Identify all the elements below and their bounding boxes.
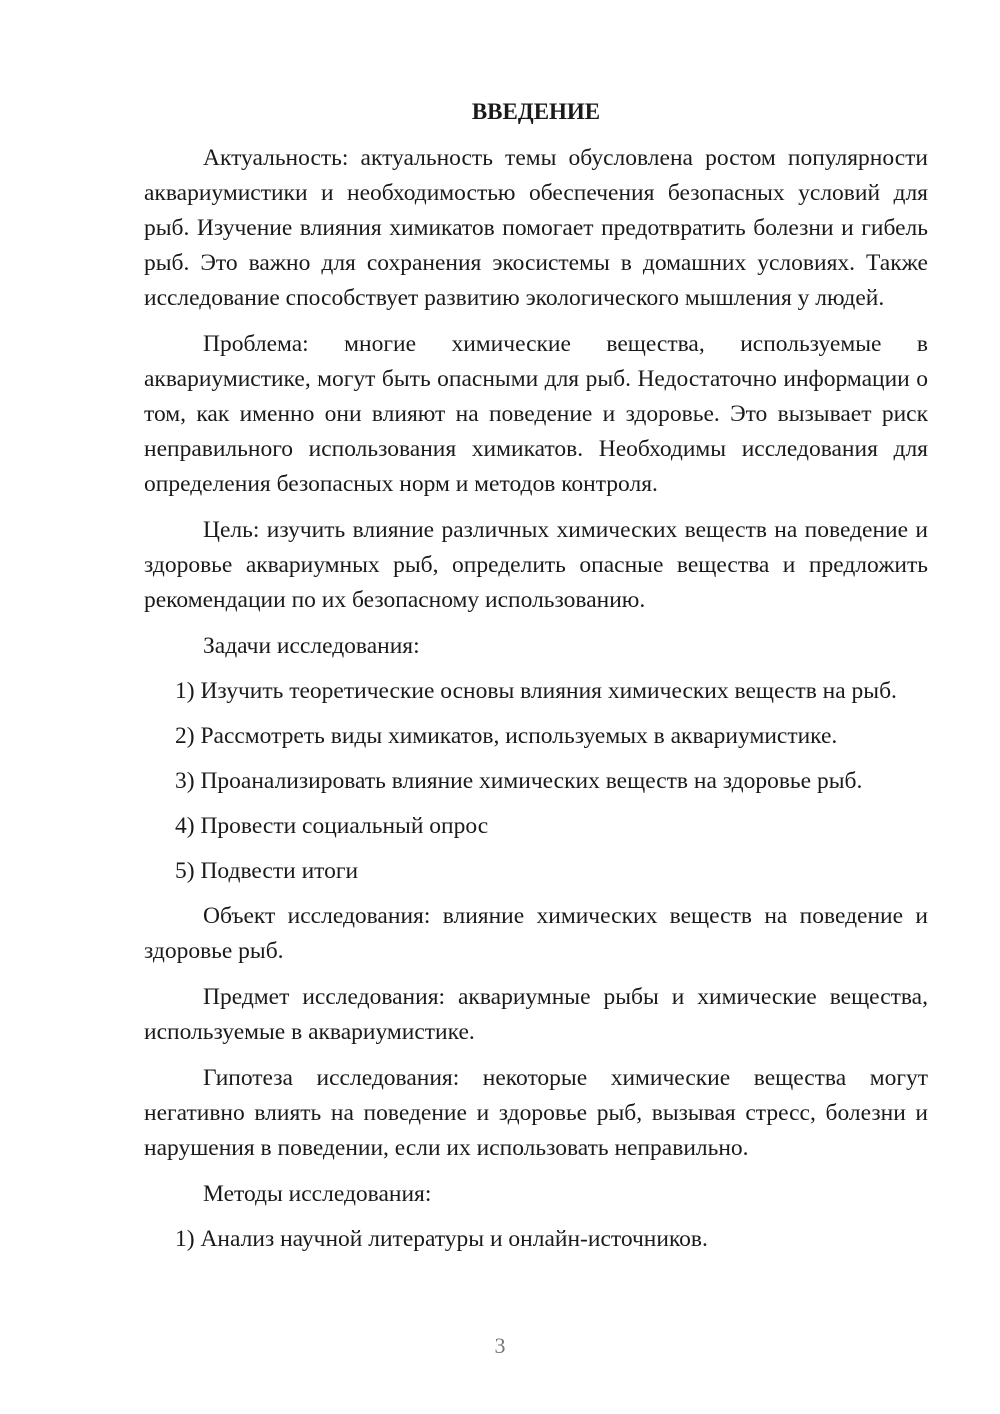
hypothesis-paragraph: Гипотеза исследования: некоторые химические вещества могут негативно влиять на поведение и здоровье рыб, вызывая стресс, болезни и нарушения в поведении, если их использовать неправильно. (144, 1065, 928, 1161)
page-content (144, 94, 928, 1267)
task-item: 1) Изучить теоретические основы влияния химических веществ на рыб. (175, 678, 897, 704)
tasks-list (144, 674, 928, 889)
page-number: 3 (494, 1333, 506, 1358)
methods-list (144, 1222, 928, 1257)
task-item: 3) Проанализировать влияние химических веществ на здоровье рыб. (175, 768, 863, 794)
task-item: 5) Подвести итоги (175, 858, 359, 884)
tasks-title: Задачи исследования: (203, 633, 420, 659)
task-item: 2) Рассмотреть виды химикатов, используемых в аквариумистике. (175, 723, 838, 749)
method-item: 1) Анализ научной литературы и онлайн-источников. (175, 1226, 708, 1252)
goal-paragraph: Цель: изучить влияние различных химических веществ на поведение и здоровье аквариумных рыб, определить опасные вещества и предложить рекомендации по их безопасному использованию. (144, 517, 928, 613)
task-item: 4) Провести социальный опрос (175, 813, 489, 839)
object-paragraph: Объект исследования: влияние химических веществ на поведение и здоровье рыб. (144, 903, 928, 964)
problem-paragraph: Проблема: многие химические вещества, используемые в аквариумистике, могут быть опасными для рыб. Недостаточно информации о том, как именно они влияют на поведение и здоровье. Это вызывает риск неправильного использования химикатов. Необходимы исследования для определения безопасных норм и методов контроля. (144, 331, 928, 497)
methods-title: Методы исследования: (203, 1181, 432, 1207)
section-heading: ВВЕДЕНИЕ (471, 99, 601, 124)
relevance-paragraph: Актуальность: актуальность темы обусловлена ростом популярности аквариумистики и необходимостью обеспечения безопасных условий для рыб. Изучение влияния химикатов помогает предотвратить болезни и гибель рыб. Это важно для сохранения экосистемы в домашних условиях. Также исследование способствует развитию экологического мышления у людей. (144, 145, 928, 311)
subject-paragraph: Предмет исследования: аквариумные рыбы и химические вещества, используемые в аквариумистике. (144, 984, 928, 1045)
